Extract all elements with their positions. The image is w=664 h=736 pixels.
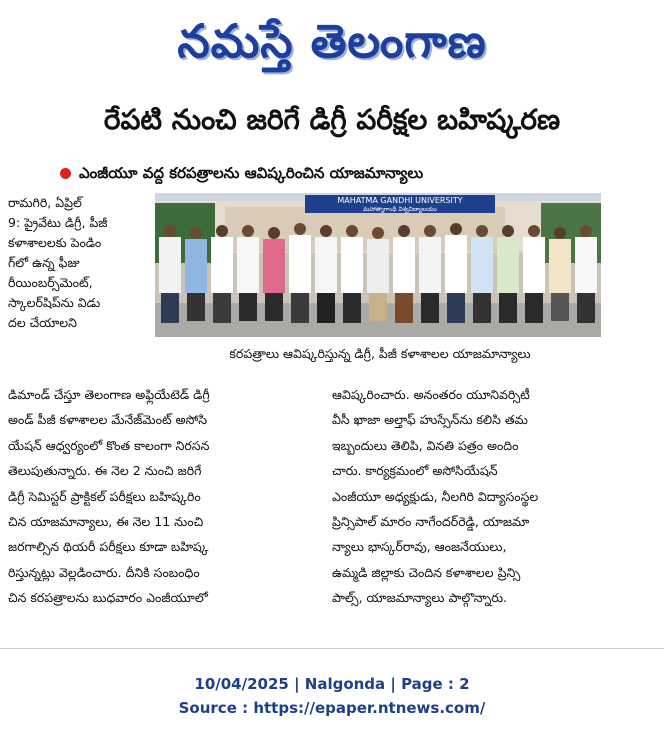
text-line: గ్‌లో ఉన్న ఫీజు	[8, 255, 80, 270]
text-line: రిస్తున్నట్లు వెల్లడించారు. దీనికి సంబంధిం	[8, 564, 200, 580]
text-line: వీసీ ఖాజా అల్తాఫ్ హుస్సేన్‌ను కలిసి తమ	[332, 412, 528, 428]
text-line: డిగ్రీ సెమిస్టర్ ప్రాక్టికల్ పరీక్షలు బహిష్కరిం	[8, 488, 201, 504]
text-line: చిన యాజమాన్యాలు, ఈ నెల 11 నుంచి	[8, 513, 204, 529]
body-right-column	[332, 382, 652, 611]
text-line: స్కాలర్‌షిప్‌ను విడు	[8, 295, 101, 310]
text-line: చారు. కార్యక్రమంలో అసోసియేషన్	[332, 463, 498, 479]
text-line: ఆవిష్కరించారు. అనంతరం యూనివర్సిటీ	[332, 387, 530, 402]
people-group	[159, 223, 597, 323]
group-photo-illustration	[155, 193, 601, 337]
text-line: 9: ప్రైవేటు డిగ్రీ, పీజీ	[8, 215, 108, 230]
body-left-column	[8, 382, 328, 611]
text-line: తెలుపుతున్నారు. ఈ నెల 2 నుంచి జరిగే	[8, 463, 202, 479]
article-subhead	[60, 160, 620, 186]
subhead-text: ఎంజీయూ వద్ద కరపత్రాలను ఆవిష్కరించిన యాజమాన్యాలు	[79, 164, 424, 182]
newspaper-title: నమస్తే తెలంగాణ	[177, 14, 487, 68]
text-line: చిన కరపత్రాలను బుధవారం ఎంజీయూలో	[8, 590, 208, 606]
masthead	[0, 2, 664, 80]
text-line: కళాశాలలకు పెండిం	[8, 235, 102, 250]
photo-caption: కరపత్రాలు ఆవిష్కరిస్తున్న డిగ్రీ, పీజీ కళాశాలల యాజమాన్యాలు	[229, 346, 531, 361]
footer	[0, 672, 664, 720]
text-line: అండ్ పీజీ కళాశాలల మేనేజ్‌మెంట్ అసోసి	[8, 412, 207, 428]
text-line: పాల్స్, యాజమాన్యాలు పాల్గొన్నారు.	[332, 590, 508, 606]
text-line: ప్రిన్సిపాల్ మారం నాగేందర్‌రెడ్డి, యాజమా	[332, 513, 530, 529]
divider	[0, 648, 664, 649]
text-line: రీయింబర్స్‌మెంట్,	[8, 275, 93, 290]
edition-info: 10/04/2025 | Nalgonda | Page : 2	[194, 675, 470, 693]
text-line: ఎంజీయూ అధ్యక్షుడు, నీలగిరి విద్యాసంస్థల	[332, 488, 539, 504]
red-bullet-icon	[60, 168, 71, 179]
article-headline: రేపటి నుంచి జరిగే డిగ్రీ పరీక్షల బహిష్కరణ	[103, 103, 561, 136]
source-link[interactable]: Source : https://epaper.ntnews.com/	[178, 699, 486, 717]
university-sign: MAHATMA GANDHI UNIVERSITY	[337, 196, 463, 205]
text-line: జరగాల్సిన థియరీ పరీక్షలు కూడా బహిష్క	[8, 539, 209, 555]
text-line: రామగిరి, ఏప్రిల్	[8, 195, 82, 210]
text-line: దల చేయాలని	[8, 315, 77, 330]
university-sign-telugu: మహాత్మాగాంధీ విశ్వవిద్యాలయం	[363, 206, 437, 213]
text-line: ఉమ్మడి జిల్లాకు చెందిన కళాశాలల ప్రిన్సి	[332, 564, 521, 580]
text-line: ఇబ్బందులు తెలిపి, వినతి పత్రం అందిం	[332, 437, 519, 453]
text-line: డిమాండ్ చేస్తూ తెలంగాణ అఫ్లియేటెడ్ డిగ్రీ	[8, 387, 210, 402]
text-line: యేషన్ ఆధ్వర్యంలో కొంత కాలంగా నిరసన	[8, 437, 210, 453]
left-column	[8, 193, 148, 333]
news-photo	[155, 193, 601, 337]
text-line: న్యాలు భాస్కర్‌రావు, ఆంజనేయులు,	[332, 539, 507, 555]
